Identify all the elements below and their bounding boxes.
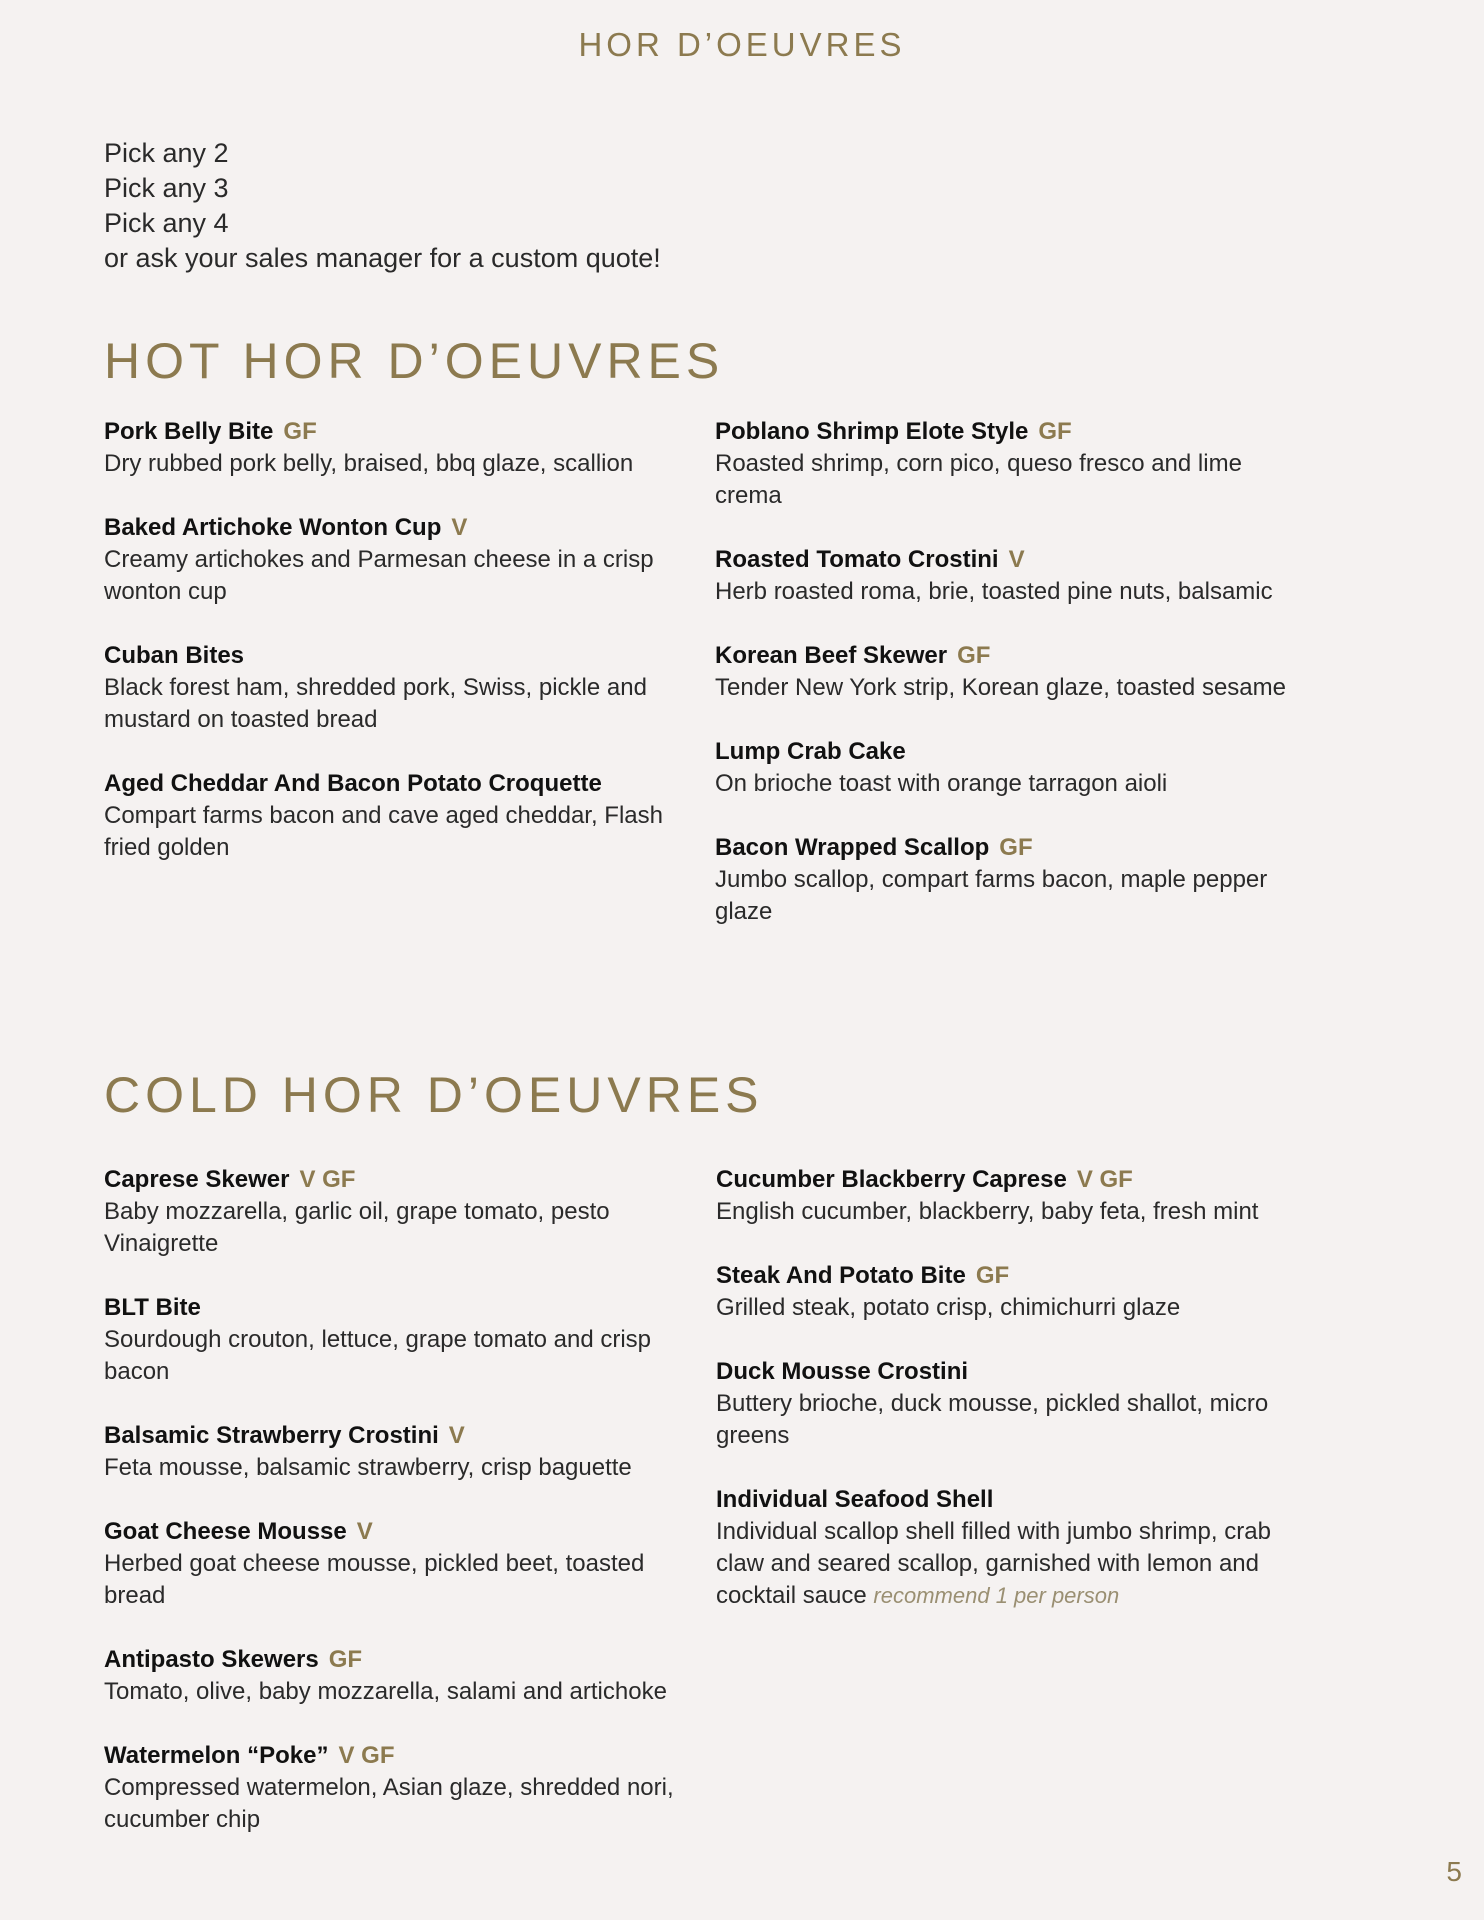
menu-item-name: BLT Bite: [104, 1294, 201, 1321]
menu-item-description: [716, 1516, 1316, 1612]
menu-item: [104, 416, 694, 480]
menu-item-name-row: [104, 1164, 694, 1196]
menu-item: [104, 1420, 694, 1484]
menu-item-name-row: [715, 736, 1315, 768]
menu-item: [715, 736, 1315, 800]
menu-item-description-text: Herb roasted roma, brie, toasted pine nuts, balsamic: [715, 578, 1273, 605]
menu-item-name-row: [715, 544, 1315, 576]
menu-item: [715, 640, 1315, 704]
menu-item-name-row: [715, 640, 1315, 672]
dietary-tag: V: [448, 1422, 465, 1449]
menu-item-description-text: Herbed goat cheese mousse, pickled beet, toasted bread: [104, 1550, 645, 1609]
menu-item-description: [715, 576, 1315, 608]
dietary-tag: V: [356, 1518, 373, 1545]
menu-item-description-text: Feta mousse, balsamic strawberry, crisp baguette: [104, 1454, 632, 1481]
menu-item: [715, 832, 1315, 928]
dietary-tag: V: [1008, 546, 1025, 573]
menu-item-description: [104, 1772, 694, 1836]
cold-right-column: [716, 1164, 1316, 1644]
menu-item: [104, 1292, 694, 1388]
menu-item-name: Bacon Wrapped Scallop: [715, 834, 990, 861]
menu-item-name-row: [104, 416, 694, 448]
menu-item: [104, 640, 694, 736]
menu-item-description: [716, 1292, 1316, 1324]
menu-item-description: [104, 1676, 694, 1708]
menu-item-name: Korean Beef Skewer: [715, 642, 948, 669]
menu-item-description-text: Black forest ham, shredded pork, Swiss, pickle and mustard on toasted bread: [104, 674, 647, 733]
dietary-tag: GF: [1038, 418, 1072, 445]
menu-item-description: [716, 1196, 1316, 1228]
dietary-tag: GF: [957, 642, 991, 669]
menu-item-description: [715, 672, 1315, 704]
menu-item: [104, 768, 694, 864]
menu-item-description: [715, 864, 1315, 928]
menu-item: [104, 512, 694, 608]
menu-item-description: [104, 1452, 694, 1484]
dietary-tag: V GF: [338, 1742, 395, 1769]
menu-item-description: [715, 448, 1315, 512]
menu-item-name: Caprese Skewer: [104, 1166, 290, 1193]
menu-item-description-text: Grilled steak, potato crisp, chimichurri glaze: [716, 1294, 1181, 1321]
menu-item-name-row: [716, 1164, 1316, 1196]
menu-item-name-row: [715, 416, 1315, 448]
hot-right-column: [715, 416, 1315, 960]
menu-item-description: [104, 448, 694, 480]
menu-item: [715, 544, 1315, 608]
dietary-tag: V GF: [1076, 1166, 1133, 1193]
menu-item-description-text: Tender New York strip, Korean glaze, toasted sesame: [715, 674, 1286, 701]
menu-item: [715, 416, 1315, 512]
menu-item-name: Pork Belly Bite: [104, 418, 274, 445]
menu-item-description-text: Sourdough crouton, lettuce, grape tomato and crisp bacon: [104, 1326, 652, 1385]
menu-item-name: Cuban Bites: [104, 642, 245, 669]
menu-item-description-text: Jumbo scallop, compart farms bacon, maple pepper glaze: [715, 866, 1268, 925]
pricing-options: [104, 136, 661, 276]
menu-item: [104, 1516, 694, 1612]
menu-item-description-text: Buttery brioche, duck mousse, pickled shallot, micro greens: [716, 1390, 1269, 1449]
hot-left-column: [104, 416, 694, 896]
menu-item: [716, 1484, 1316, 1612]
dietary-tag: GF: [283, 418, 317, 445]
menu-item-name: Watermelon “Poke”: [104, 1742, 329, 1769]
menu-item-name: Lump Crab Cake: [715, 738, 906, 765]
menu-item-name-row: [104, 768, 694, 800]
page-title: HOR D’OEUVRES: [578, 26, 906, 63]
pricing-custom-quote: or ask your sales manager for a custom quote!: [104, 243, 661, 273]
dietary-tag: V: [451, 514, 468, 541]
menu-item-description-text: Creamy artichokes and Parmesan cheese in a crisp wonton cup: [104, 546, 654, 605]
menu-item-name-row: [104, 1292, 694, 1324]
menu-item-name-row: [716, 1356, 1316, 1388]
menu-item-description-text: English cucumber, blackberry, baby feta, fresh mint: [716, 1198, 1259, 1225]
menu-item-name: Roasted Tomato Crostini: [715, 546, 999, 573]
menu-item-name-row: [104, 640, 694, 672]
dietary-tag: GF: [328, 1646, 363, 1673]
menu-item-description-text: Dry rubbed pork belly, braised, bbq glaze, scallion: [104, 450, 634, 477]
menu-item-description: [104, 800, 694, 864]
menu-item: [104, 1164, 694, 1260]
menu-item-name: Duck Mousse Crostini: [716, 1358, 969, 1385]
pricing-option: Pick any 3: [104, 173, 229, 203]
menu-item-name: Cucumber Blackberry Caprese: [716, 1166, 1067, 1193]
cold-left-column: [104, 1164, 694, 1868]
menu-item-note: recommend 1 per person: [873, 1583, 1120, 1608]
menu-item-description-text: Roasted shrimp, corn pico, queso fresco and lime crema: [715, 450, 1242, 509]
menu-item-name: Poblano Shrimp Elote Style: [715, 418, 1029, 445]
menu-item-name: Goat Cheese Mousse: [104, 1518, 347, 1545]
menu-item: [716, 1164, 1316, 1228]
menu-item-description: [104, 544, 694, 608]
cold-section-title: COLD HOR D’OEUVRES: [104, 1067, 764, 1123]
menu-item-name-row: [104, 512, 694, 544]
menu-item-description-text: Tomato, olive, baby mozzarella, salami and artichoke: [104, 1678, 667, 1705]
menu-item: [104, 1644, 694, 1708]
hot-section-title: HOT HOR D’OEUVRES: [104, 333, 725, 389]
menu-item-name: Baked Artichoke Wonton Cup: [104, 514, 442, 541]
menu-item: [716, 1356, 1316, 1452]
menu-item-name: Antipasto Skewers: [104, 1646, 319, 1673]
menu-item-name: Individual Seafood Shell: [716, 1486, 994, 1513]
dietary-tag: GF: [975, 1262, 1010, 1289]
page-number: 5: [1446, 1856, 1462, 1887]
menu-item-description-text: Individual scallop shell filled with jumbo shrimp, crab claw and seared scallop, garnished with lemon and cocktail sauce: [716, 1518, 1271, 1609]
menu-item-description: [104, 1548, 694, 1612]
menu-item-description-text: On brioche toast with orange tarragon aioli: [715, 770, 1168, 797]
menu-item-name-row: [715, 832, 1315, 864]
pricing-option: Pick any 2: [104, 138, 229, 168]
menu-item-name-row: [104, 1516, 694, 1548]
pricing-option: Pick any 4: [104, 208, 229, 238]
dietary-tag: V GF: [299, 1166, 356, 1193]
menu-item-description: [104, 1324, 694, 1388]
menu-item-name-row: [716, 1260, 1316, 1292]
menu-item-name: Steak And Potato Bite: [716, 1262, 966, 1289]
menu-item-name-row: [716, 1484, 1316, 1516]
menu-item-name-row: [104, 1644, 694, 1676]
menu-item-description: [716, 1388, 1316, 1452]
menu-item-name-row: [104, 1420, 694, 1452]
menu-item-name: Aged Cheddar And Bacon Potato Croquette: [104, 770, 602, 797]
menu-item-description: [715, 768, 1315, 800]
menu-item-description: [104, 672, 694, 736]
dietary-tag: GF: [999, 834, 1033, 861]
menu-item: [716, 1260, 1316, 1324]
menu-item-description-text: Compressed watermelon, Asian glaze, shredded nori, cucumber chip: [104, 1774, 674, 1833]
menu-item-description: [104, 1196, 694, 1260]
menu-item-name: Balsamic Strawberry Crostini: [104, 1422, 439, 1449]
menu-item: [104, 1740, 694, 1836]
menu-item-description-text: Baby mozzarella, garlic oil, grape tomato, pesto Vinaigrette: [104, 1198, 610, 1257]
menu-item-description-text: Compart farms bacon and cave aged cheddar, Flash fried golden: [104, 802, 663, 861]
menu-item-name-row: [104, 1740, 694, 1772]
